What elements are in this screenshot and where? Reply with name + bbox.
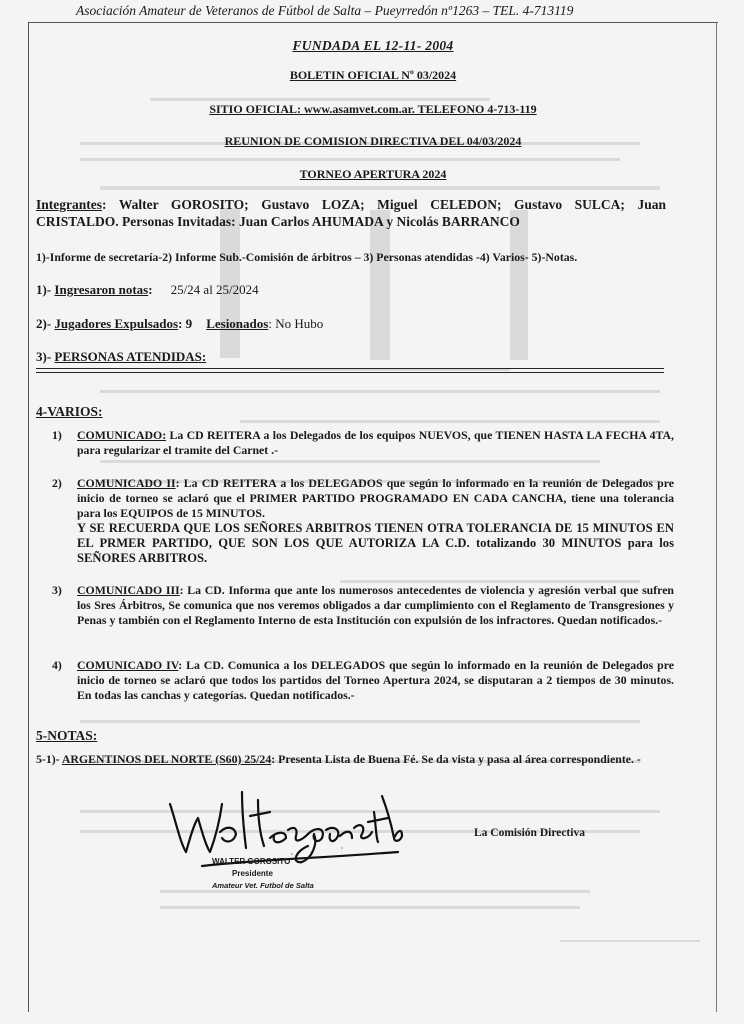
players-prefix: 2)- — [36, 316, 55, 331]
comunicado-2 — [52, 476, 674, 566]
comunicado-2-number: 2) — [52, 476, 62, 490]
double-rule-bottom — [36, 372, 664, 373]
comunicado-3-text: : La CD. Informa que ante los numerosos antecedentes de violencia y agresión verbal que sufren los Sres Árbitros, Se comunica que nos veremos obligados a dar cumplimiento con el Reglamento de Transgresiones y Penas y también con el Reglamento Interno de esta Institución con expulsión de los infractores. Quedan notificados.- — [77, 583, 674, 627]
comunicado-1-label: COMUNICADO: — [77, 428, 167, 442]
board-signoff: La Comisión Directiva — [474, 827, 585, 839]
signatory-organization: Amateur Vet. Futbol de Salta — [212, 881, 314, 890]
comunicado-4-number: 4) — [52, 658, 62, 672]
injured-label: Lesionados — [206, 316, 269, 331]
comunicado-2-text: : La CD REITERA a los DELEGADOS que según lo informado en la reunión de Delegados pre inicio de torneo se aclaró que el PRIMER PARTIDO PROGRAMADO EN CADA CANCHA, tiene una tolerancia para los EQUIPOS de 15 MINUTOS. — [77, 476, 675, 520]
comunicado-2-label: COMUNICADO II — [77, 476, 176, 490]
notes-received-line — [36, 282, 259, 298]
comunicado-3-number: 3) — [52, 583, 62, 597]
nota-5-1-text: : Presenta Lista de Buena Fé. Se da vista y pasa al área correspondiente. - — [271, 752, 641, 766]
players-line — [36, 316, 323, 332]
notes-received-value: 25/24 al 25/2024 — [170, 282, 259, 297]
tournament-title: TORNEO APERTURA 2024 — [299, 167, 447, 181]
nota-5-1-label: ARGENTINOS DEL NORTE (S60) 25/24 — [61, 752, 272, 766]
nota-5-1 — [36, 752, 676, 767]
expelled-value: : 9 — [178, 316, 193, 331]
persons-attended-prefix: 3)- — [36, 349, 55, 364]
members-paragraph — [36, 196, 666, 230]
founded-date: FUNDADA EL 12-11- 2004 — [292, 38, 454, 53]
signatory-role: Presidente — [232, 869, 273, 878]
notes-received-colon: : — [148, 282, 153, 297]
persons-attended-line — [36, 349, 206, 365]
letterhead: Asociación Amateur de Veteranos de Fútbol de Salta – Pueyrredón nº1263 – TEL. 4-713119 — [76, 3, 574, 18]
bulletin-number: BOLETIN OFICIAL Nº 03/2024 — [289, 68, 457, 82]
expelled-label: Jugadores Expulsados — [54, 316, 179, 331]
agenda-line: 1)-Informe de secretaría-2) Informe Sub.-Comisión de árbitros – 3) Personas atendidas -4) Varios- 5)-Notas. — [36, 250, 578, 264]
nota-5-1-prefix: 5-1)- — [36, 752, 62, 766]
comunicado-3-label: COMUNICADO III — [77, 583, 180, 597]
comunicado-4-label: COMUNICADO IV — [77, 658, 179, 672]
notas-heading: 5-NOTAS: — [36, 728, 98, 743]
signatory-name: WALTER GOROSITO — [212, 857, 291, 866]
comunicado-1-number: 1) — [52, 428, 62, 442]
members-text: : Walter GOROSITO; Gustavo LOZA; Miguel CELEDON; Gustavo SULCA; Juan CRISTALDO. Personas Invitadas: Juan Carlos AHUMADA y Nicolás BARRANCO — [36, 197, 666, 229]
comunicado-1-text: La CD REITERA a los Delegados de los equipos NUEVOS, que TIENEN HASTA LA FECHA 4TA, para regularizar el tramite del Carnet .- — [77, 428, 674, 457]
comunicado-4 — [52, 658, 674, 703]
double-rule-top — [36, 368, 664, 369]
injured-value: : No Hubo — [268, 316, 324, 331]
notes-received-label: Ingresaron notas — [54, 282, 149, 297]
comunicado-3 — [52, 583, 674, 628]
varios-heading: 4-VARIOS: — [36, 404, 103, 419]
page-border-top — [28, 22, 718, 23]
persons-attended-label: PERSONAS ATENDIDAS: — [54, 349, 207, 364]
comunicado-2-text-2: Y SE RECUERDA QUE LOS SEÑORES ARBITROS TIENEN OTRA TOLERANCIA DE 15 MINUTOS EN EL PRMER PARTIDO, QUE SON LOS QUE AUTORIZA LA C.D. totalizando 30 MINUTOS para los SEÑORES ARBITROS. — [77, 521, 674, 565]
notes-received-prefix: 1)- — [36, 282, 55, 297]
comunicado-4-text: : La CD. Comunica a los DELEGADOS que según lo informado en la reunión de Delegados pre inicio de torneo se aclaró que todos los partidos del Torneo Apertura 2024, se disputaran a 2 tiempos de 30 minutos. En todas las canchas y categorías. Quedan notificados.- — [77, 658, 675, 702]
official-site-line: SITIO OFICIAL: www.asamvet.com.ar. TELEFONO 4-713-119 — [209, 102, 537, 116]
meeting-title: REUNION DE COMISION DIRECTIVA DEL 04/03/2024 — [224, 134, 522, 148]
comunicado-1 — [52, 428, 674, 458]
members-label: Integrantes — [36, 197, 102, 212]
